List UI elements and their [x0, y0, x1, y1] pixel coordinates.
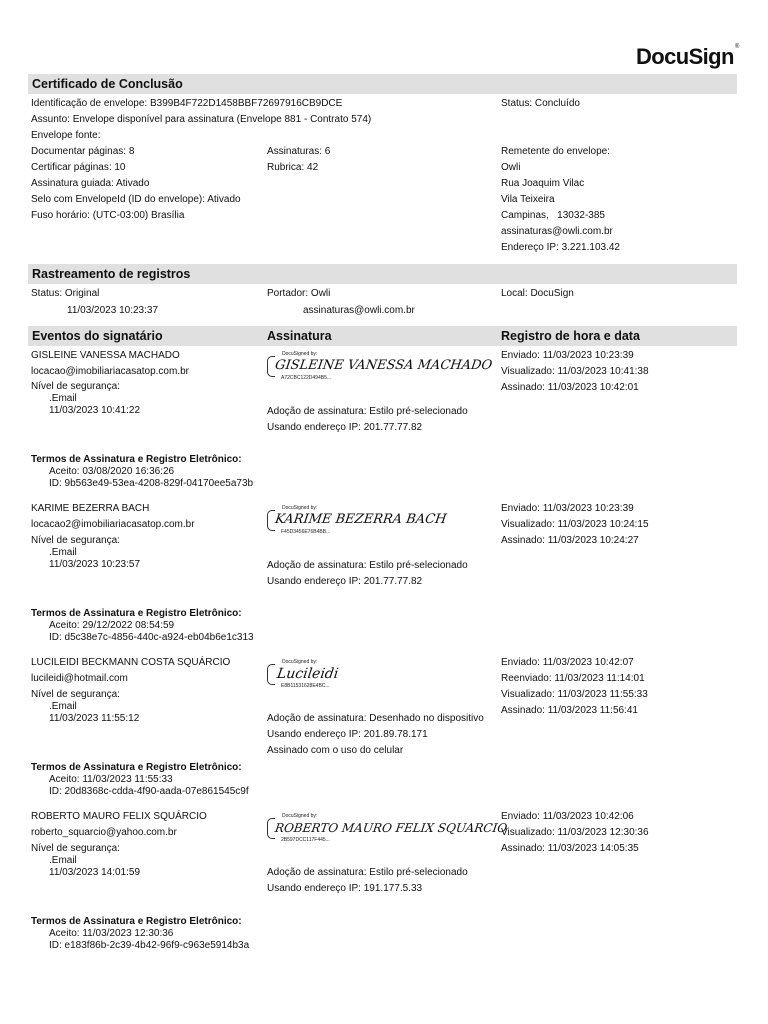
event-viewed: Visualizado: 11/03/2023 12:30:36: [501, 827, 649, 838]
event-sent: Enviado: 11/03/2023 10:23:39: [501, 503, 634, 514]
signature-image: [267, 813, 509, 844]
document-pages: Documentar páginas: 8: [31, 146, 135, 157]
signer-name: ROBERTO MAURO FELIX SQUÁRCIO: [31, 811, 207, 822]
signer-name: GISLEINE VANESSA MACHADO: [31, 350, 180, 361]
event-viewed: Visualizado: 11/03/2023 10:24:15: [501, 519, 649, 530]
events-section-header: [28, 326, 737, 346]
terms-id: ID: e183f86b-2c39-4b42-96f9-c963e5914b3a: [49, 940, 250, 951]
docusigned-by-label: DocuSigned by:: [282, 813, 318, 819]
signature-handwriting: Lucileidi: [275, 666, 340, 682]
event-sent: Enviado: 11/03/2023 10:42:06: [501, 811, 634, 822]
signature-note: Assinado com o uso do celular: [267, 745, 404, 756]
guided-signing: Assinatura guiada: Ativado: [31, 178, 150, 189]
docusigned-by-label: DocuSigned by:: [282, 351, 318, 357]
terms-title: Termos de Assinatura e Registro Eletrônico:: [31, 454, 242, 465]
tracking-holder-email: assinaturas@owli.com.br: [303, 305, 415, 316]
terms-title: Termos de Assinatura e Registro Eletrônico:: [31, 762, 242, 773]
signature-ip: Usando endereço IP: 201.89.78.171: [267, 729, 428, 740]
signature-handwriting: ROBERTO MAURO FELIX SQUARCIO: [274, 821, 509, 835]
terms-accepted: Aceito: 03/08/2020 16:36:26: [49, 466, 175, 477]
docusign-logo: DocuSign®: [636, 44, 739, 69]
security-level-value: .Email: [49, 393, 77, 404]
terms-id: ID: 9b563e49-53ea-4208-829f-04170ee5a73b: [49, 478, 254, 489]
signer-email: lucileidi@hotmail.com: [31, 673, 128, 684]
signature-code: A72CBC122D494B5...: [281, 375, 332, 381]
events-col-signer: Eventos do signatário: [32, 329, 163, 343]
signer-email: locacao2@imobiliariacasatop.com.br: [31, 519, 195, 530]
terms-id: ID: 20d8368c-cdda-4f90-aada-07e861545c9f: [49, 786, 249, 797]
terms-accepted: Aceito: 11/03/2023 12:30:36: [49, 928, 174, 939]
certificate-section-header: [28, 74, 737, 94]
envelope-status: Status: Concluído: [501, 98, 580, 109]
envelope-subject: Assunto: Envelope disponível para assinatura (Envelope 881 - Contrato 574): [31, 114, 372, 125]
security-level-value: .Email: [49, 547, 77, 558]
terms-accepted: Aceito: 11/03/2023 11:55:33: [49, 774, 173, 785]
signature-adoption: Adoção de assinatura: Desenhado no dispositivo: [267, 713, 484, 724]
initials-count: Rubrica: 42: [267, 162, 319, 173]
docusigned-by-label: DocuSigned by:: [282, 659, 318, 665]
signature-ip: Usando endereço IP: 191.177.5.33: [267, 883, 423, 894]
security-level-date: 11/03/2023 10:41:22: [49, 405, 141, 416]
events-col-timestamp: Registro de hora e data: [501, 329, 640, 343]
signer-name: KARIME BEZERRA BACH: [31, 503, 150, 514]
event-signed: Assinado: 11/03/2023 14:05:35: [501, 843, 639, 854]
sender-label: Remetente do envelope:: [501, 146, 610, 157]
tracking-status: Status: Original: [31, 288, 100, 299]
security-level-value: .Email: [49, 701, 77, 712]
envelope-id: Identificação de envelope: B399B4F722D1458BBF72697916CB9DCE: [31, 98, 343, 109]
certificate-title: Certificado de Conclusão: [32, 77, 183, 91]
event-viewed: Visualizado: 11/03/2023 10:41:38: [501, 366, 649, 377]
sender-city: Campinas, 13032-385: [501, 210, 605, 221]
event-signed: Assinado: 11/03/2023 10:24:27: [501, 535, 639, 546]
security-level-date: 11/03/2023 11:55:12: [49, 713, 140, 724]
tracking-datetime: 11/03/2023 10:23:37: [67, 305, 159, 316]
docusigned-by-label: DocuSigned by:: [282, 505, 318, 511]
event-resent: Reenviado: 11/03/2023 11:14:01: [501, 673, 645, 684]
certificate-pages: Certificar páginas: 10: [31, 162, 126, 173]
signature-adoption: Adoção de assinatura: Estilo pré-selecionado: [267, 867, 468, 878]
signature-image: [267, 351, 494, 382]
signature-adoption: Adoção de assinatura: Estilo pré-selecionado: [267, 560, 468, 571]
terms-id: ID: d5c38e7c-4856-440c-a924-eb04b6e1c313: [49, 632, 254, 643]
signature-code: F45D3456E76B4BB...: [281, 529, 331, 535]
signature-bracket: [267, 664, 275, 685]
signature-image: [267, 660, 457, 690]
sender-name: Owli: [501, 162, 521, 173]
terms-accepted: Aceito: 29/12/2022 08:54:59: [49, 620, 175, 631]
event-signed: Assinado: 11/03/2023 11:56:41: [501, 705, 638, 716]
security-level-label: Nível de segurança:: [31, 843, 120, 854]
sender-district: Vila Teixeira: [501, 194, 555, 205]
signer-email: locacao@imobiliariacasatop.com.br: [31, 366, 189, 377]
envelope-id-stamp: Selo com EnvelopeId (ID do envelope): Ativado: [31, 194, 241, 205]
tracking-holder: Portador: Owli: [267, 288, 331, 299]
envelope-source: Envelope fonte:: [31, 130, 101, 141]
sender-email: assinaturas@owli.com.br: [501, 226, 613, 237]
security-level-date: 11/03/2023 14:01:59: [49, 867, 141, 878]
sender-street: Rua Joaquim Vilac: [501, 178, 585, 189]
signature-ip: Usando endereço IP: 201.77.77.82: [267, 576, 423, 587]
timezone: Fuso horário: (UTC-03:00) Brasília: [31, 210, 185, 221]
signer-email: roberto_squarcio@yahoo.com.br: [31, 827, 177, 838]
signature-code: 2B597DCC117F445...: [281, 837, 330, 843]
event-sent: Enviado: 11/03/2023 10:23:39: [501, 350, 634, 361]
signature-handwriting: KARIME BEZERRA BACH: [274, 512, 448, 527]
security-level-label: Nível de segurança:: [31, 535, 120, 546]
event-sent: Enviado: 11/03/2023 10:42:07: [501, 657, 634, 668]
security-level-value: .Email: [49, 855, 77, 866]
tracking-title: Rastreamento de registros: [32, 267, 191, 281]
security-level-date: 11/03/2023 10:23:57: [49, 559, 141, 570]
signature-code: E8B11531628E4BC...: [281, 683, 330, 689]
security-level-label: Nível de segurança:: [31, 689, 120, 700]
signature-handwriting: GISLEINE VANESSA MACHADO: [274, 358, 494, 373]
signer-name: LUCILEIDI BECKMANN COSTA SQUÁRCIO: [31, 657, 231, 668]
signature-adoption: Adoção de assinatura: Estilo pré-selecionado: [267, 406, 468, 417]
events-col-signature: Assinatura: [267, 329, 332, 343]
tracking-section-header: [28, 264, 737, 284]
terms-title: Termos de Assinatura e Registro Eletrônico:: [31, 916, 242, 927]
security-level-label: Nível de segurança:: [31, 381, 120, 392]
signature-ip: Usando endereço IP: 201.77.77.82: [267, 422, 423, 433]
tracking-location: Local: DocuSign: [501, 288, 574, 299]
signatures-count: Assinaturas: 6: [267, 146, 331, 157]
signature-image: [267, 506, 457, 536]
event-viewed: Visualizado: 11/03/2023 11:55:33: [501, 689, 648, 700]
sender-ip: Endereço IP: 3.221.103.42: [501, 242, 620, 253]
event-signed: Assinado: 11/03/2023 10:42:01: [501, 382, 639, 393]
terms-title: Termos de Assinatura e Registro Eletrônico:: [31, 608, 242, 619]
